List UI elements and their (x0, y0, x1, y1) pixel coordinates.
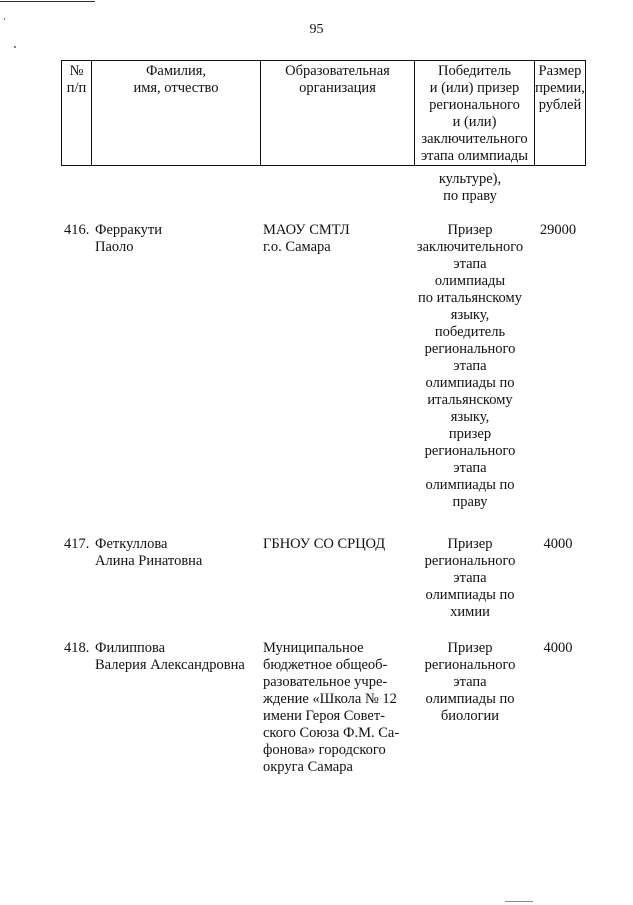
award-description: Призер регионального этапа олимпиады по биологии (424, 640, 516, 724)
row-number: 417. (64, 536, 90, 552)
organization-line: бюджетное общеоб- (263, 657, 388, 673)
page-number: 95 (309, 22, 324, 37)
header-num: № п/п (62, 61, 92, 166)
award-continuation: культуре), по праву (438, 171, 502, 204)
organization-line: разовательное учре- (263, 674, 388, 690)
person-name: Филиппова Валерия Александровна (95, 640, 245, 673)
award-description: Призер заключительного этапа олимпиады по итальянскому языку, победитель регионального этапа олимпиады по итальянскому языку, призер регионального этапа олимпиады по праву (416, 222, 524, 510)
header-name: Фамилия, имя, отчество (92, 61, 261, 166)
organization-line: фонова» городского (263, 742, 386, 758)
organization: МАОУ СМТЛ г.о. Самара (263, 222, 350, 255)
header-award: Победитель и (или) призер регионального и (или) заключительного этапа олимпиады (415, 61, 535, 166)
prize-amount: 29000 (539, 222, 577, 238)
table-header (61, 60, 586, 166)
organization-line: округа Самара (263, 759, 353, 775)
organization: ГБНОУ СО СРЦОД (263, 536, 386, 552)
prize-amount: 4000 (543, 640, 573, 656)
header-org: Образовательная организация (261, 61, 415, 166)
scan-speck (14, 46, 16, 48)
person-name: Ферракути Паоло (95, 222, 163, 255)
person-name: Феткуллова Алина Ринатовна (95, 536, 203, 569)
organization-line: ского Союза Ф.М. Са- (263, 725, 400, 741)
prize-amount: 4000 (543, 536, 573, 552)
row-number: 418. (64, 640, 90, 656)
scan-speck (4, 18, 5, 20)
organization-line: ждение «Школа № 12 (263, 691, 397, 707)
organization (263, 640, 407, 776)
scan-edge-line (505, 901, 533, 902)
row-number: 416. (64, 222, 90, 238)
header-prize: Размер премии, рублей (535, 61, 586, 166)
award-description: Призер регионального этапа олимпиады по химии (424, 536, 516, 620)
scan-edge-line (0, 1, 95, 2)
organization-line: имени Героя Совет- (263, 708, 386, 724)
organization-line: Муниципальное (263, 640, 364, 656)
